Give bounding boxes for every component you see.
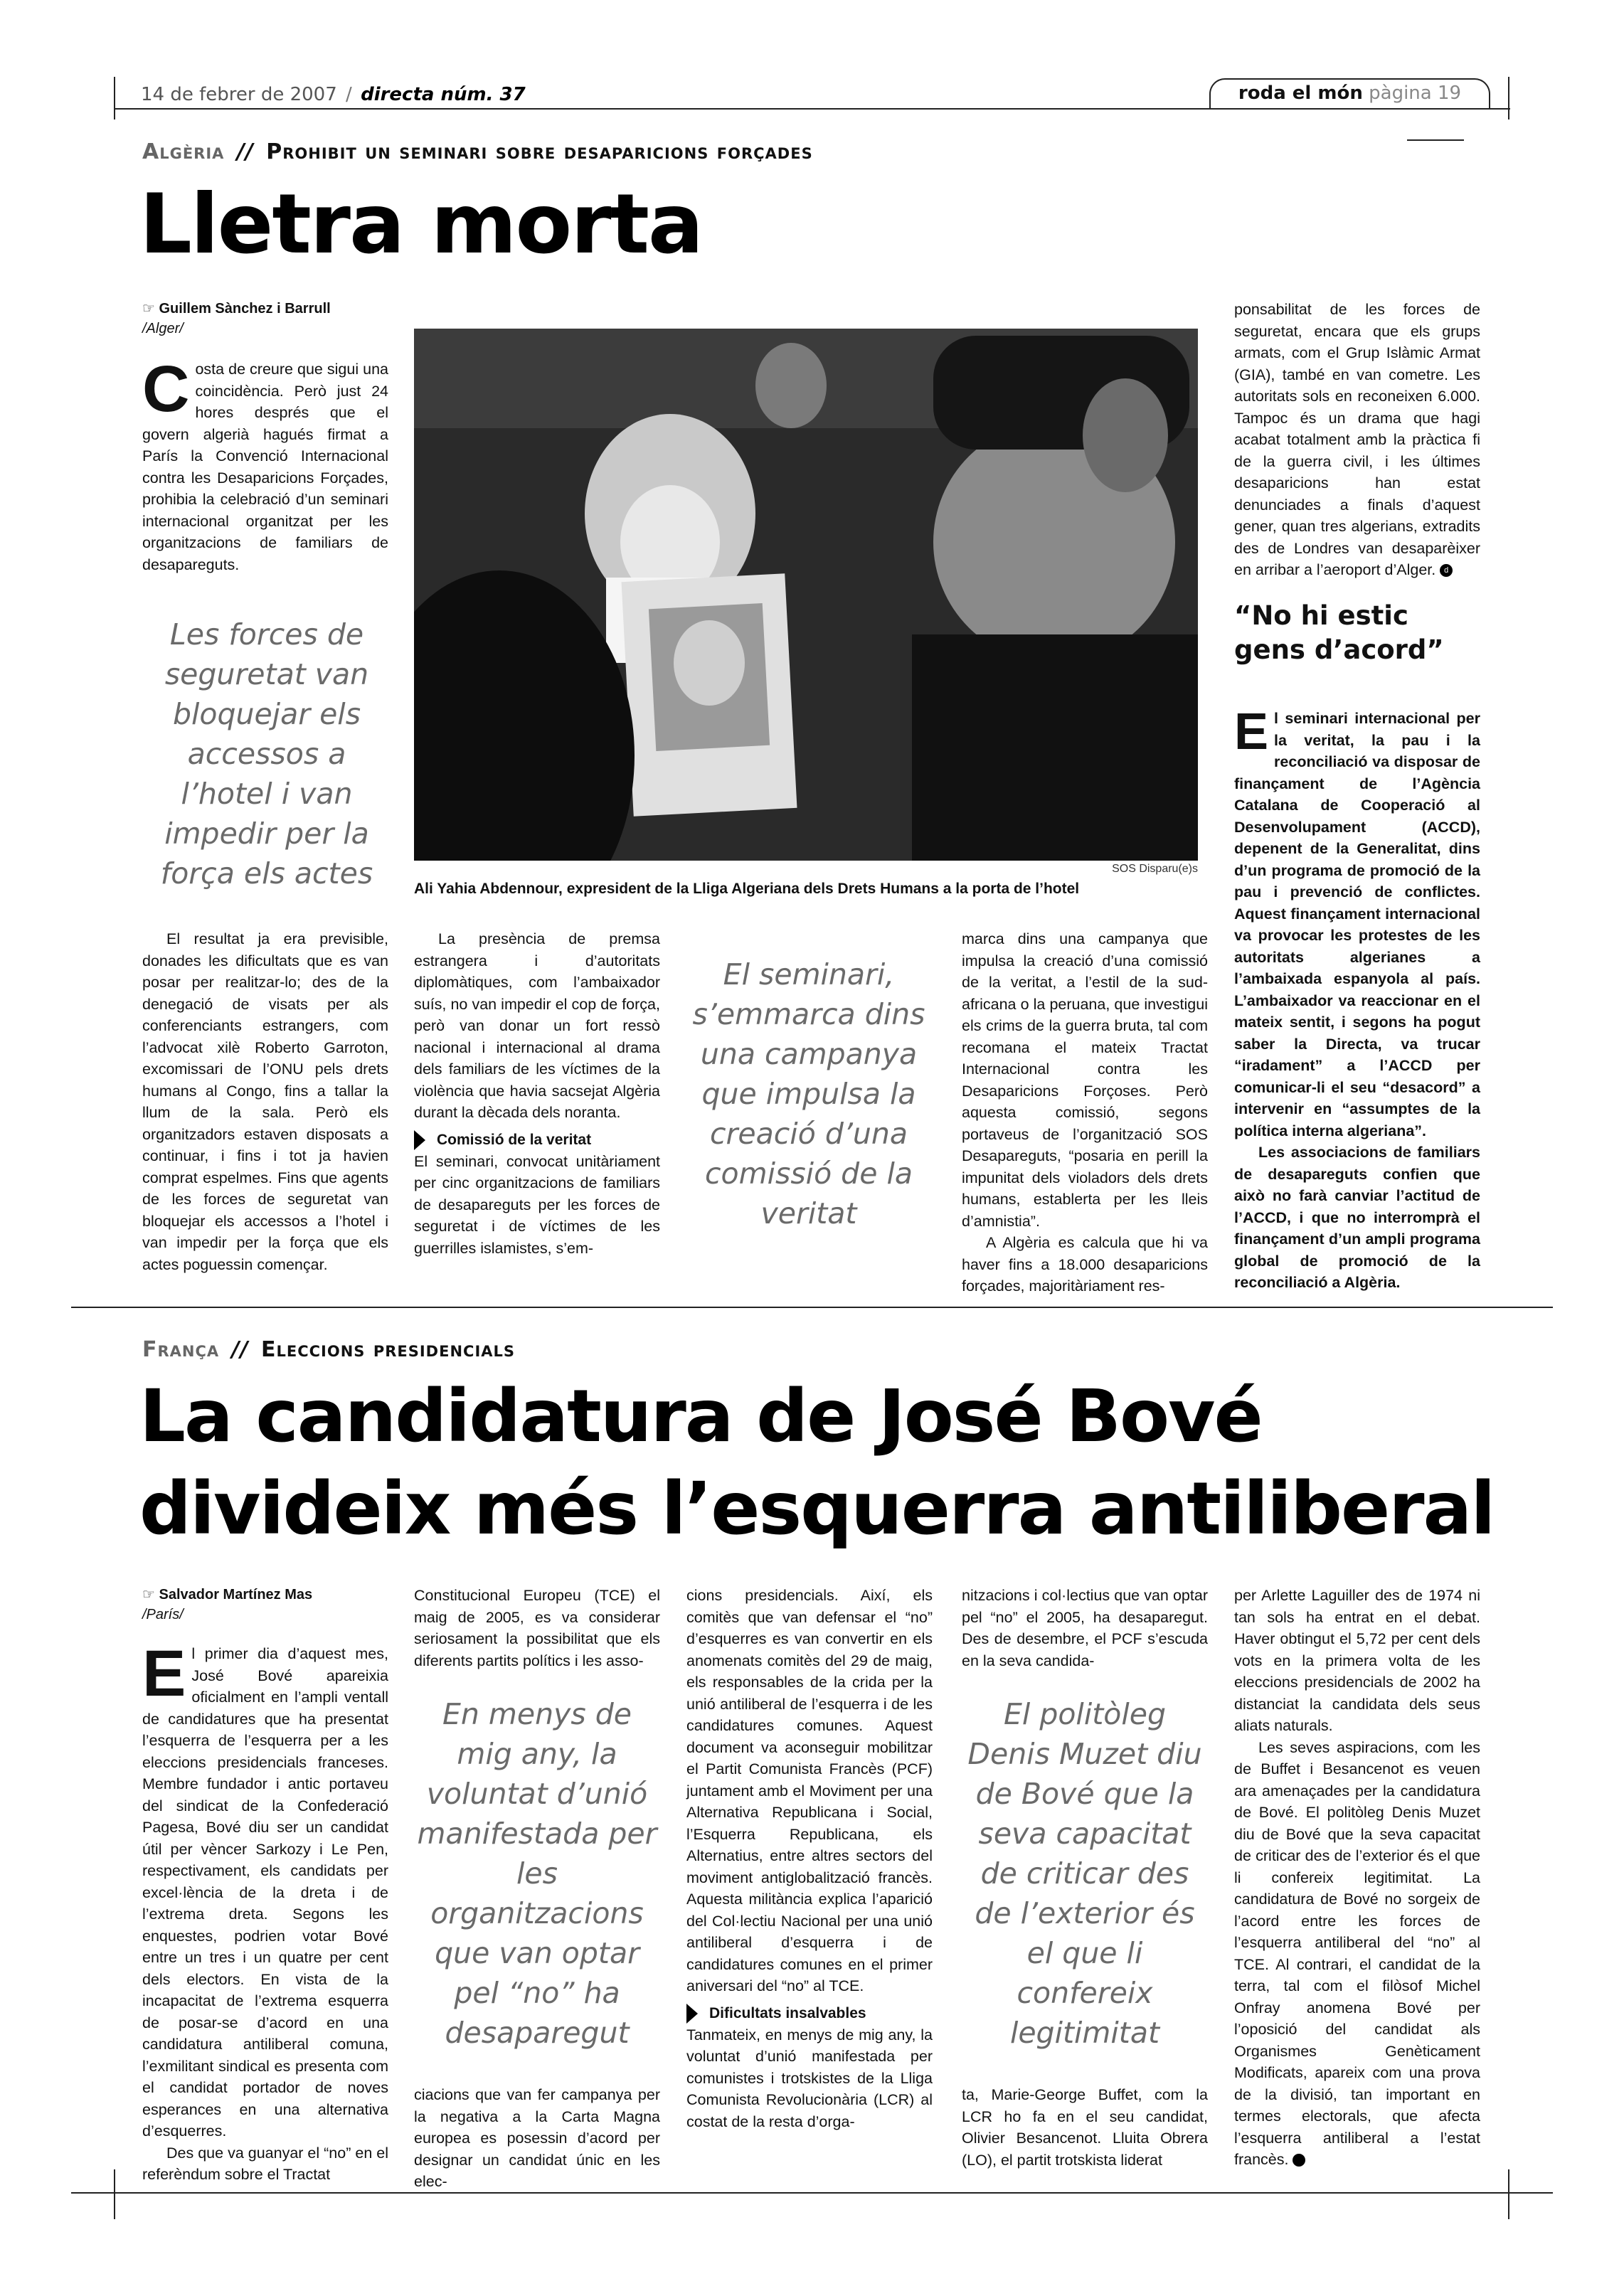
header-page-label: pàgina <box>1369 83 1432 104</box>
header-page-num: 19 <box>1437 83 1462 104</box>
end-mark-icon: d <box>1293 2154 1305 2167</box>
small-dash <box>1407 139 1464 141</box>
article1-col1-p1: El resultat ja era previsible, donades les dificultats que es van posar per realitzar-lo; des de la denegació de visats per als conferenciants estrangers, com l’advocat xilè Roberto Garroton, excomissari de l’ONU pels drets humans al Congo, fins a tallar la llum de la sala. Però els organitzadors estaven disposats a continuar, i fins i tot ja havien comprat espelmes. Fins que agents de les forces de seguretat van bloquejar els accessos a l’hotel i van impedir per la força que els actes poguessin començar. <box>142 930 388 1273</box>
article1-kicker-sep: // <box>236 139 254 164</box>
crop-mark-tr-v <box>1508 77 1509 119</box>
article1-drop-cap: C <box>142 353 190 425</box>
article1-box-title: “No hi estic gens d’acord” <box>1234 600 1444 665</box>
end-mark-icon: d <box>1440 564 1453 577</box>
article1-box-p2: Les associacions de familiars de desapareguts confien que això no farà canviar l’actitud de l’ACCD, i que no interromprà el finançament d’un ampli programa global de promoció de la reconciliació a Algèria. <box>1234 1144 1480 1291</box>
article2-pull-quote-1: En menys de mig any, la voluntat d’unió manifestada per les organitzacions que van optar pel “no” ha desaparegut <box>417 1697 657 2050</box>
article2-drop-cap: E <box>142 1637 186 1710</box>
article1-col2-p1: La presència de premsa estrangera i d’autoritats diplomàtiques, com l’ambaixador suís, no van impedir el cop de força, però van donar un fort ressò nacional i internacional al drama dels familiars de les víctimes de la violència que havia sacsejat Algèria durant la dècada dels noranta. <box>414 930 660 1121</box>
article1-byline-place: /Alger/ <box>142 321 184 336</box>
crop-mark-tl-v <box>114 77 115 119</box>
article2-subhead-1 <box>686 2003 933 2024</box>
article2-headline-line2: divideix més l’esquerra antiliberal <box>139 1467 1495 1551</box>
article2-col5-p2-text: Les seves aspiracions, com les de Buffet i Besancenot es veuen ara amenaçades per la candidatura de Bové. El politòleg Denis Muzet diu de Bové que la seva capacitat de criticar des de l’exterior és el que li confereix legitimitat. La candidatura de Bové no sorgeix de l’acord entre les forces de l’esquerra antiliberal del “no” al TCE. Al contrari, el candidat de la terra, tal com el filòsof Michel Onfray anomena Bové per l’oposició del candidat als Organismes Genèticament Modificats, apareix com una prova de la divisió, tan important en termes electorals, que afecta l’esquerra antiliberal a l’estat francès. <box>1234 1738 1480 2168</box>
article1-col4-p1-text: ponsabilitat de les forces de seguretat, encara que els grups armats, com el Grup Islàmic Armat (GIA), també en van cometre. Les autoritats sols en reconeixen 6.000. Tampoc és un drama que hagi acabat totalment amb la pràctica fi de la guerra civil, i les últimes desaparicions han estat denunciades a finals d’aquest gener, quan tres algerians, extradits des de Londres van desaparèixer en arribar a l’aeroport d’Alger. <box>1234 301 1480 578</box>
article2-col2-p1: Constitucional Europeu (TCE) el maig de 2005, es va considerar seriosament la possibilitat que els diferents partits polítics i les asso- <box>414 1587 660 1669</box>
article2-col5 <box>1234 1585 1480 2171</box>
article2-col1 <box>142 1585 388 2186</box>
article2-lead-text: l primer dia d’aquest mes, José Bové apareixia oficialment en l’ampli ventall de candidatures que ha presentat l’esquerra de l’esquerra per a les eleccions presidencials franceses. Membre fundador i antic portaveu del sindicat de la Confederació Pagesa, Bové diu ser un candidat útil per vèncer Sarkozy i Le Pen, respectivament, els candidats per excel·lència de la dreta i de l’extrema dreta. Segons les enquestes, podrien votar Bové entre un tres i un quatre per cent dels electors. En vista de la incapacitat de l’extrema esquerra de posar-se d’acord en una candidatura antiliberal comuna, l’exmilitant sindical es presenta com el candidat portador de noves esperances en una alternativa d’esquerres. <box>142 1645 388 2140</box>
article2-kicker-section: França <box>142 1337 220 1362</box>
article1-box-drop-cap: E <box>1234 703 1269 760</box>
pointing-hand-icon: ☞ <box>142 301 155 317</box>
article1-lead <box>142 353 388 575</box>
article2-byline-place: /París/ <box>142 1607 184 1622</box>
article1-byline <box>142 299 388 339</box>
triangle-bullet-icon <box>414 1130 425 1150</box>
article1-kicker <box>142 139 813 164</box>
article2-col3 <box>686 1585 933 2132</box>
header-slash: / <box>346 84 352 105</box>
article2-col2-top <box>414 1585 660 1671</box>
article2-col5-p1: per Arlette Laguiller des de 1974 ni tan sols ha entrat en el debat. Haver obtingut el 5,72 per cent dels vots en la primera volta de les eleccions presidencials de 2002 ha distanciat la candidata dels seus aliats naturals. <box>1234 1587 1480 1734</box>
article1-col3-p1: marca dins una campanya que impulsa la creació d’una comissió de la veritat, a l’estil de la sud-africana o la peruana, que investigui els crims de la guerra bruta, tal com recomana el mateix Tractat Internacional contra les Desaparicions Forçoses. Però aquesta comissió, segons portaveus de l’organització SOS Desapareguts, “posaria en perill la impunitat dels violadors dels drets humans, establerta per les lleis d’amnistia”. <box>962 930 1208 1230</box>
article1-photo-caption: Ali Yahia Abdennour, expresident de la Lliga Algeriana dels Drets Humans a la porta de l’hotel <box>414 881 1080 897</box>
article2-col3-p1: cions presidencials. Així, els comitès que van defensar el “no” d’esquerres es van convertir en els anomenats comitès del 29 de maig, els responsables de la crida per la unió antiliberal de l’esquerra i de les candidatures comunes. Aquest document va aconseguir mobilitzar el Partit Comunista Francès (PCF) juntament amb el Moviment per una Alternativa Republicana i Social, l’Esquerra Republicana, els Alternatius, entre altres sectors del moviment antiglobalització francès. Aquesta militància explica l’aparició del Col·lectiu Nacional per una unió antiliberal d’esquerra i de candidatures comunes en el primer aniversari del “no” al TCE. <box>686 1587 933 1994</box>
section-divider <box>71 1307 1553 1308</box>
article2-col2-p2: ciacions que van fer campanya per la negativa a la Carta Magna europea es posessin d’acord per designar un candidat únic en les elec- <box>414 2086 660 2190</box>
article1-col4 <box>1234 299 1480 581</box>
article2-byline-name: Salvador Martínez Mas <box>159 1587 313 1603</box>
article1-box-p1-text: l seminari internacional per la veritat, la pau i la reconciliació va disposar de finançament de l’Agència Catalana de Cooperació al Desenvolupament (ACCD), depenent de la Generalitat, dins d’un programa de promoció de la pau i prevenció de conflictes. Aquest finançament internacional va provocar les protestes de les autoritats algerianes a l’ambaixada espanyola al país. L’ambaixador va reaccionar en el mateix sentit, i segons ha pogut saber la Directa, va trucar “iradament” a l’ACCD per comunicar-li el seu “desacord” a intervenir en “assumptes de la política interna algeriana”. <box>1234 710 1480 1139</box>
article2-col2-bottom <box>414 2084 660 2193</box>
crop-mark-br-v <box>1508 2169 1509 2219</box>
article2-col1-p2: Des que va guanyar el “no” en el referèndum sobre el Tractat <box>142 2144 388 2183</box>
article1-col3-p2: A Algèria es calcula que hi va haver fins a 18.000 desaparicions forçades, majoritàriament res- <box>962 1234 1208 1295</box>
pointing-hand-icon: ☞ <box>142 1587 155 1603</box>
article2-pull-quote-2: El politòleg Denis Muzet diu de Bové que la seva capacitat de criticar des de l’exterior és el que li confereix legitimitat <box>967 1697 1202 2050</box>
article2-byline <box>142 1585 388 1625</box>
article1-headline: Lletra morta <box>139 176 703 272</box>
header-section: roda el món <box>1238 83 1363 104</box>
article2-kicker-topic: Eleccions presidencials <box>260 1337 516 1362</box>
article2-col4-top <box>962 1585 1208 1671</box>
article2-subhead-1-text: Dificultats insalvables <box>709 2004 866 2021</box>
article1-photo <box>414 329 1198 861</box>
article2-col4-p2: ta, Marie-George Buffet, com la LCR ho fa en el seu candidat, Olivier Besancenot. Lluita Obrera (LO), el partit trotskista liderat <box>962 2086 1208 2169</box>
article2-col4-bottom <box>962 2084 1208 2171</box>
article1-col4-p1 <box>1234 299 1480 581</box>
article2-lead <box>142 1637 388 2186</box>
header-date: 14 de febrer de 2007 <box>141 84 337 105</box>
photo-illustration <box>414 329 1198 861</box>
article1-col3 <box>962 928 1208 1297</box>
article2-col4-p1: nitzacions i col·lectius que van optar pel “no” el 2005, ha desaparegut. Des de desembre, el PCF s’escuda en la seva candida- <box>962 1587 1208 1669</box>
triangle-bullet-icon <box>686 2004 698 2024</box>
article1-box <box>1234 703 1480 1294</box>
article1-col1 <box>142 299 388 575</box>
page-header-left <box>141 84 526 105</box>
article1-subhead-1-text: Comissió de la veritat <box>437 1131 592 1148</box>
article1-subhead-1 <box>414 1130 660 1151</box>
article1-kicker-topic: Prohibit un seminari sobre desaparicions forçades <box>266 139 813 164</box>
article2-kicker-sep: // <box>231 1337 249 1362</box>
article1-col2 <box>414 928 660 1259</box>
article1-col1-body <box>142 928 388 1275</box>
article1-kicker-section: Algèria <box>142 139 225 164</box>
article2-col3-p2: Tanmateix, en menys de mig any, la voluntat d’unió manifestada per comunistes i trotskistes de la Lliga Comunista Revolucionària (LCR) al costat de la resta d’orga- <box>686 2026 933 2130</box>
article1-byline-name: Guillem Sànchez i Barrull <box>159 301 331 317</box>
article1-pull-quote-1: Les forces de seguretat van bloquejar els accessos a l’hotel i van impedir per la força els actes <box>160 617 373 891</box>
article1-col2-p2: El seminari, convocat unitàriament per cinc organitzacions de familiars de desapareguts per les forces de seguretat i de víctimes de les guerrilles islamistes, s’em- <box>414 1152 660 1257</box>
article1-photo-credit: SOS Disparu(e)s <box>1112 863 1198 875</box>
crop-mark-bl-v <box>114 2169 115 2219</box>
header-publication: directa núm. 37 <box>361 84 526 105</box>
bottom-rule <box>71 2192 1553 2194</box>
page-header-right <box>1209 78 1490 110</box>
article2-headline-line1: La candidatura de José Bové <box>139 1374 1262 1459</box>
article1-box-p1 <box>1234 703 1480 1142</box>
article1-pull-quote-2: El seminari, s’emmarca dins una campanya que impulsa la creació d’una comissió de la veritat <box>692 957 925 1231</box>
article2-kicker <box>142 1337 515 1362</box>
article1-lead-text: osta de creure que sigui una coincidència. Però just 24 hores després que el govern algerià hagués firmat a París la Convenció Internacional contra les Desaparicions Forçades, prohibia la celebració d’un seminari internacional organitzat per les organitzacions de familiars de desapareguts. <box>142 361 388 573</box>
article2-col5-p2 <box>1234 1737 1480 2171</box>
